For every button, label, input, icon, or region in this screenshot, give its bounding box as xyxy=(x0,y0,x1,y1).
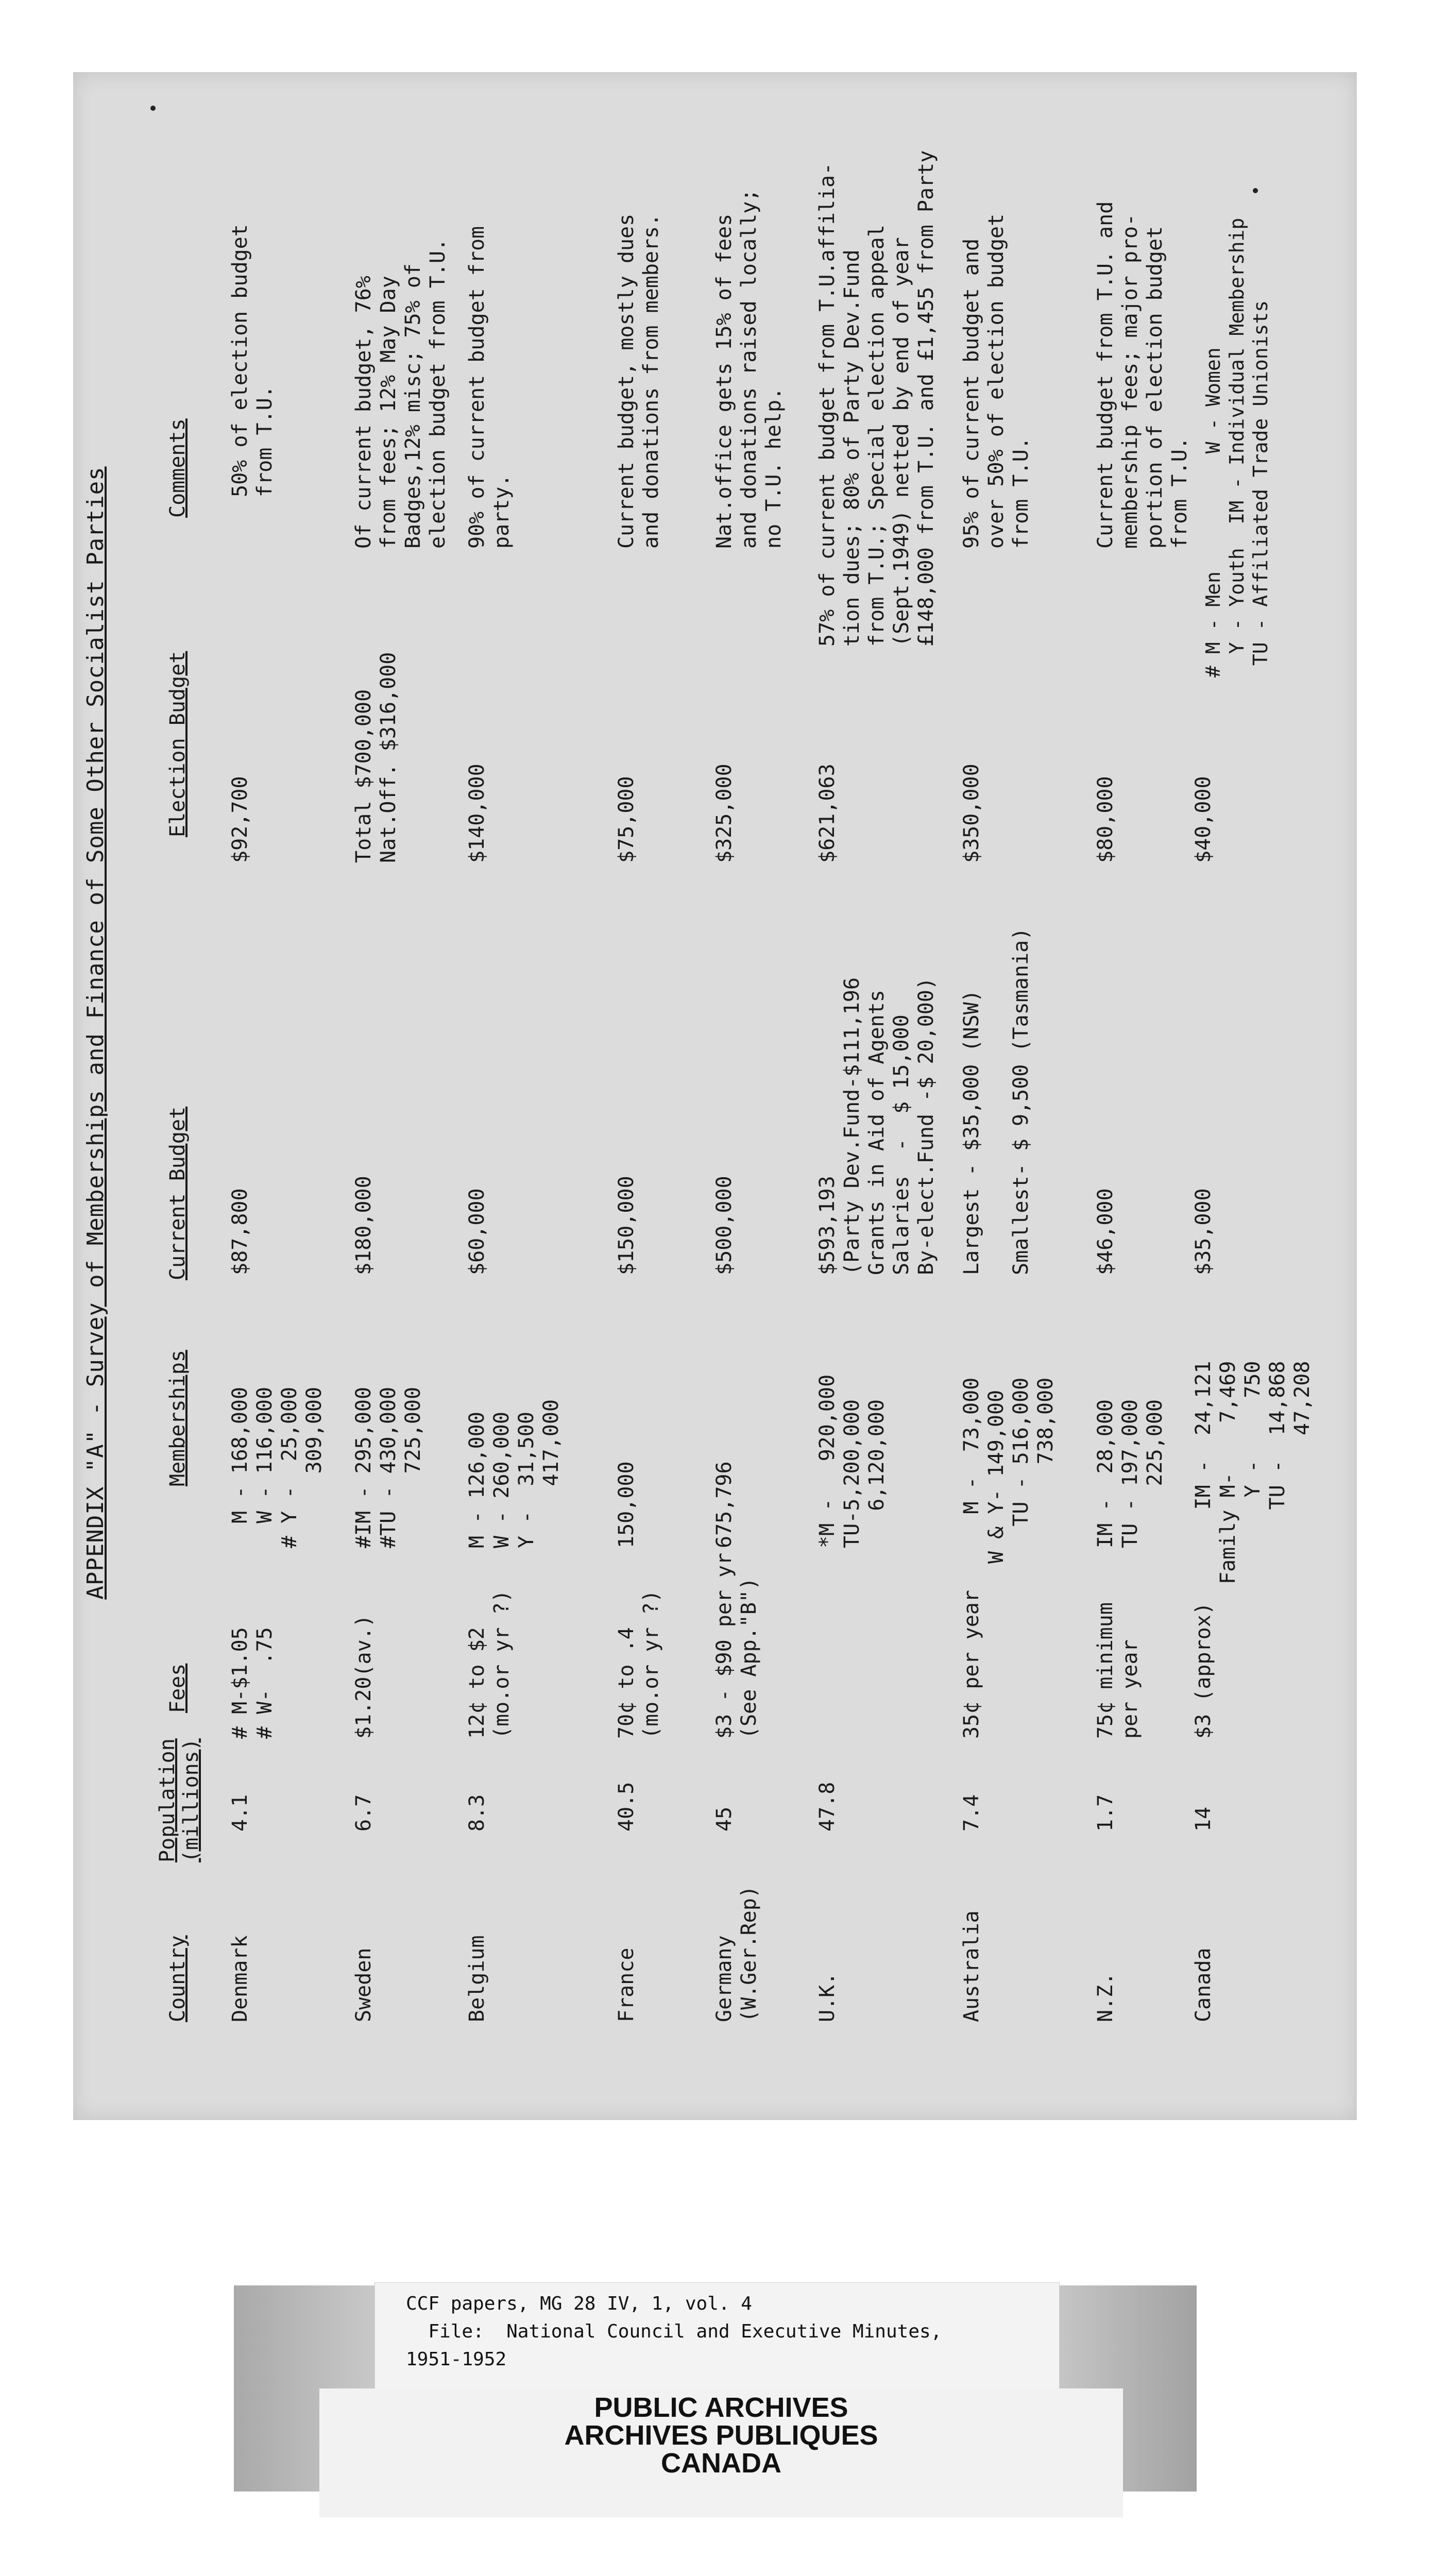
country-cell: Denmark xyxy=(228,1935,252,2022)
memberships-cell: M - 73,000 W & Y- 149,000 TU - 516,000 738,000 xyxy=(960,1377,1058,1564)
archive-label-line: CCF papers, MG 28 IV, 1, vol. 4 xyxy=(406,2293,752,2314)
archive-label xyxy=(374,2282,1060,2392)
archive-label-line: 1951-1952 xyxy=(406,2349,507,2370)
election-budget-cell: $621,063 xyxy=(815,764,839,863)
country-cell: Canada xyxy=(1191,1947,1215,2022)
comments-cell: Nat.office gets 15% of fees and donations raised locally; no T.U. help. xyxy=(712,189,786,549)
election-budget-cell: Total $700,000 Nat.Off. $316,000 xyxy=(352,652,400,863)
fees-cell: 70¢ to .4 (mo.or yr ?) xyxy=(615,1590,663,1739)
stamp-line: PUBLIC ARCHIVES xyxy=(594,2392,848,2423)
memberships-cell: IM - 24,121 Family M- 7,469 Y - 750 TU - 14,868 47,208 xyxy=(1191,1361,1314,1584)
election-budget-cell: $92,700 xyxy=(228,776,252,863)
memberships-cell: 675,796 xyxy=(712,1461,736,1548)
country-cell: Germany (W.Ger.Rep) xyxy=(712,1886,761,2022)
legend: # M - Men W - Women Y - Youth IM - Individual Membership TU - Affiliated Trade Unionists xyxy=(1202,217,1272,677)
election-budget-cell: $350,000 xyxy=(960,764,983,863)
rotated-table xyxy=(73,72,1357,2120)
comments-cell: 57% of current budget from T.U.affilia- tion dues; 80% of Party Dev.Fund from T.U.; Special election appeal (Sept.1949) netted by end of year £148,000 from T.U. and £1,455 from Party xyxy=(815,150,938,647)
comments-cell: 50% of election budget from T.U. xyxy=(228,224,277,497)
header-election-budget: Election Budget xyxy=(166,651,190,837)
current-budget-cell: $87,800 xyxy=(228,1188,252,1275)
comments-cell: Current budget, mostly dues and donations from members. xyxy=(615,213,663,549)
speck xyxy=(1253,188,1258,193)
header-memberships: Memberships xyxy=(166,1350,190,1486)
country-cell: Belgium xyxy=(465,1935,489,2022)
stamp-line: ARCHIVES PUBLIQUES xyxy=(564,2420,878,2451)
country-cell: N.Z. xyxy=(1094,1972,1117,2022)
memberships-cell: M - 168,000 W - 116,000 # Y - 25,000 309,000 xyxy=(228,1386,326,1548)
population-cell: 1.7 xyxy=(1094,1794,1117,1832)
country-cell: France xyxy=(615,1947,638,2022)
election-budget-cell: $40,000 xyxy=(1191,776,1215,863)
fees-cell: 75¢ minimum per year xyxy=(1094,1602,1142,1739)
country-cell: Australia xyxy=(960,1910,983,2022)
document-page xyxy=(73,72,1357,2120)
population-cell: 14 xyxy=(1191,1806,1215,1832)
fees-cell: $3 (approx) xyxy=(1191,1602,1215,1739)
population-cell: 4.1 xyxy=(228,1794,252,1832)
memberships-cell: 150,000 xyxy=(615,1461,638,1548)
memberships-cell: *M - 920,000 TU-5,200,000 6,120,000 xyxy=(815,1374,889,1548)
country-cell: U.K. xyxy=(815,1972,839,2022)
fees-cell: $1.20(av.) xyxy=(352,1615,376,1739)
header-country: Country xyxy=(166,1935,190,2022)
comments-cell: Of current budget, 76% from fees; 12% May Day Badges,12% misc; 75% of election budget from T.U. xyxy=(352,238,450,549)
election-budget-cell: $75,000 xyxy=(615,776,638,863)
header-fees: Fees xyxy=(166,1663,190,1713)
current-budget-cell: $593,193 (Party Dev.Fund-$111,196 Grants in Aid of Agents Salaries - $ 15,000 By-elect.Fund -$ 20,000) xyxy=(815,977,938,1275)
fees-cell: $3 - $90 per yr (See App."B") xyxy=(712,1552,761,1739)
current-budget-cell: $60,000 xyxy=(465,1188,489,1275)
current-budget-cell: $46,000 xyxy=(1094,1188,1117,1275)
population-cell: 7.4 xyxy=(960,1794,983,1832)
current-budget-cell: $180,000 xyxy=(352,1176,376,1275)
archive-stamp xyxy=(319,2388,1123,2517)
stamp-line: CANADA xyxy=(661,2448,781,2479)
election-budget-cell: $80,000 xyxy=(1094,776,1117,863)
current-budget-cell: $500,000 xyxy=(712,1176,736,1275)
election-budget-cell: $140,000 xyxy=(465,764,489,863)
election-budget-cell: $325,000 xyxy=(712,764,736,863)
comments-cell: Current budget from T.U. and membership fees; major pro- portion of election budget from T.U. xyxy=(1094,201,1191,549)
speck xyxy=(150,106,156,111)
memberships-cell: IM - 28,000 TU - 197,000 225,000 xyxy=(1094,1399,1167,1548)
comments-cell: 95% of current budget and over 50% of election budget from T.U. xyxy=(960,213,1033,549)
population-cell: 47.8 xyxy=(815,1782,839,1832)
current-budget-cell: Largest - $35,000 (NSW) Smallest- $ 9,500 (Tasmania) xyxy=(960,927,1033,1275)
memberships-cell: #IM - 295,000 #TU - 430,000 725,000 xyxy=(352,1386,425,1548)
country-cell: Sweden xyxy=(352,1947,376,2022)
fees-cell: 12¢ to $2 (mo.or yr ?) xyxy=(465,1590,514,1739)
document-title: APPENDIX "A" - Survey of Memberships and Finance of Some Other Socialist Parties xyxy=(82,466,109,1600)
population-cell: 45 xyxy=(712,1806,736,1832)
current-budget-cell: $35,000 xyxy=(1191,1188,1215,1275)
header-current-budget: Current Budget xyxy=(166,1106,190,1280)
current-budget-cell: $150,000 xyxy=(615,1176,638,1275)
population-cell: 8.3 xyxy=(465,1794,489,1832)
header-comments: Comments xyxy=(166,418,190,518)
fees-cell: # M-$1.05 # W- .75 xyxy=(228,1627,277,1739)
memberships-cell: M - 126,000 W - 260,000 Y - 31,500 417,000 xyxy=(465,1399,563,1548)
comments-cell: 90% of current budget from party. xyxy=(465,226,514,549)
population-cell: 6.7 xyxy=(352,1794,376,1832)
fees-cell: 35¢ per year xyxy=(960,1590,983,1739)
header-population: Population (millions) xyxy=(156,1738,203,1862)
archive-label-line: File: National Council and Executive Minutes, xyxy=(406,2321,942,2342)
population-cell: 40.5 xyxy=(615,1782,638,1832)
